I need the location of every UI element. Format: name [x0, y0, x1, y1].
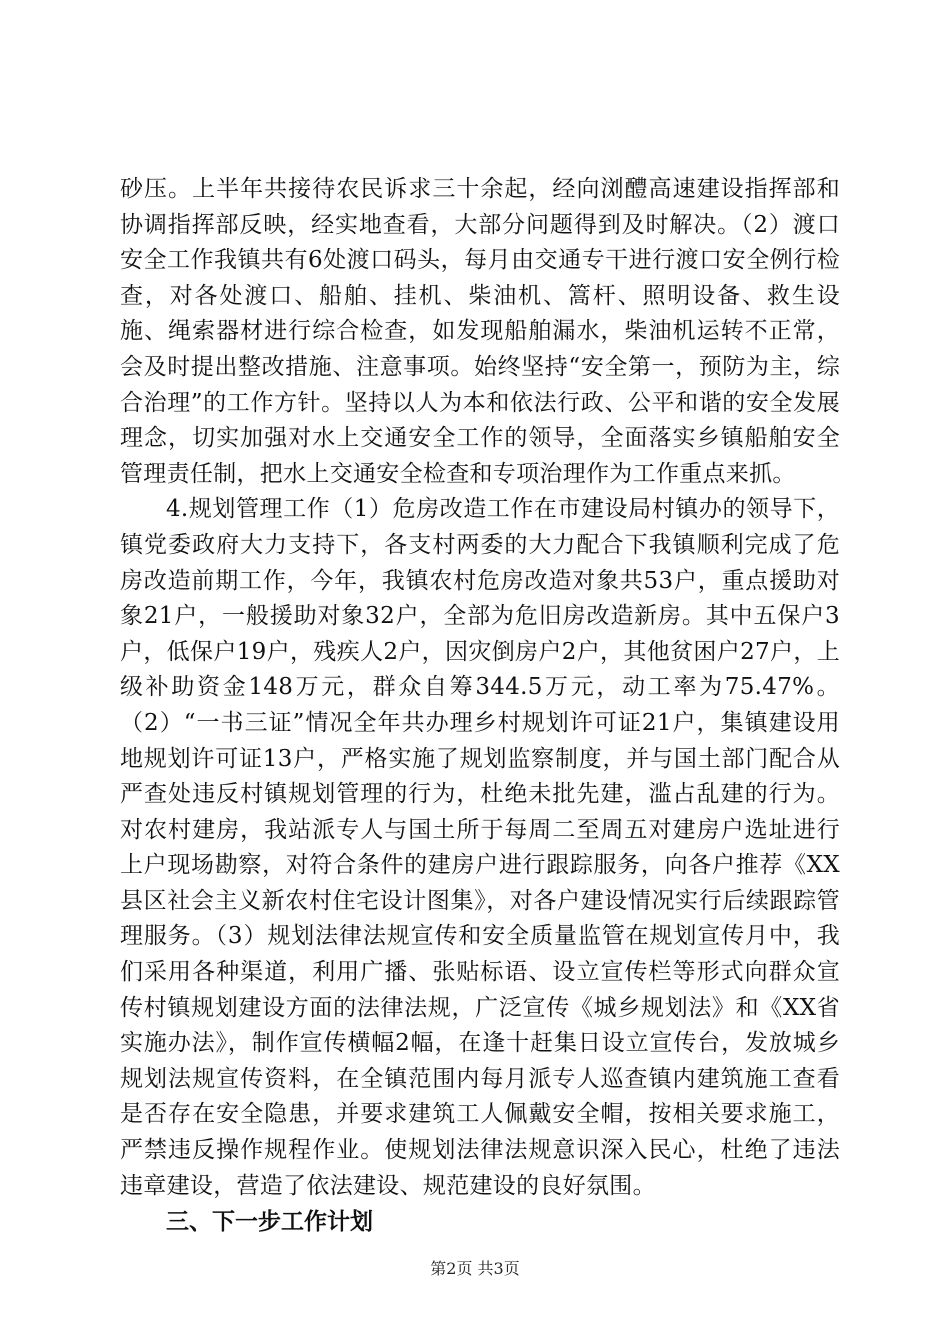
section-heading: 三、下一步工作计划	[166, 1209, 373, 1236]
document-body	[120, 172, 840, 1240]
paragraph-planning-management: 4.规划管理工作（1）危房改造工作在市建设局村镇办的领导下，镇党委政府大力支持下，各支村两委的大力配合下我镇顺利完成了危房改造前期工作，今年，我镇农村危房改造对象共53户，重点援助对象21户，一般援助对象32户，全部为危旧房改造新房。其中五保户3户，低保户19户，残疾人2户，因灾倒房户2户，其他贫困户27户，上级补助资金148万元，群众自筹344.5万元，动工率为75.47%。（2）“一书三证”情况全年共办理乡村规划许可证21户，集镇建设用地规划许可证13户，严格实施了规划监察制度，并与国土部门配合从严查处违反村镇规划管理的行为，杜绝未批先建，滥占乱建的行为。对农村建房，我站派专人与国土所于每周二至周五对建房户选址进行上户现场勘察，对符合条件的建房户进行跟踪服务，向各户推荐《XX县区社会主义新农村住宅设计图集》，对各户建设情况实行后续跟踪管理服务。（3）规划法律法规宣传和安全质量监管在规划宣传月中，我们采用各种渠道，利用广播、张贴标语、设立宣传栏等形式向群众宣传村镇规划建设方面的法律法规，广泛宣传《城乡规划法》和《XX省实施办法》，制作宣传横幅2幅，在逢十赶集日设立宣传台，发放城乡规划法规宣传资料，在全镇范围内每月派专人巡查镇内建筑施工查看是否存在安全隐患，并要求建筑工人佩戴安全帽，按相关要求施工，严禁违反操作规程作业。使规划法律法规意识深入民心，杜绝了违法违章建设，营造了依法建设、规范建设的良好氛围。	[120, 496, 840, 1199]
paragraph-water-safety: 砂压。上半年共接待农民诉求三十余起，经向浏醴高速建设指挥部和协调指挥部反映，经实地查看，大部分问题得到及时解决。（2）渡口安全工作我镇共有6处渡口码头，每月由交通专干进行渡口安全例行检查，对各处渡口、船舶、挂机、柴油机、篙杆、照明设备、救生设施、绳索器材进行综合检查，如发现船舶漏水，柴油机运转不正常，会及时提出整改措施、注意事项。始终坚持“安全第一，预防为主，综合治理”的工作方针。坚持以人为本和依法行政、公平和谐的安全发展理念，切实加强对水上交通安全工作的领导，全面落实乡镇船舶安全管理责任制，把水上交通安全检查和专项治理作为工作重点来抓。	[120, 176, 840, 487]
page-number: 第2页 共3页	[430, 1259, 520, 1278]
page-footer	[0, 1258, 950, 1280]
